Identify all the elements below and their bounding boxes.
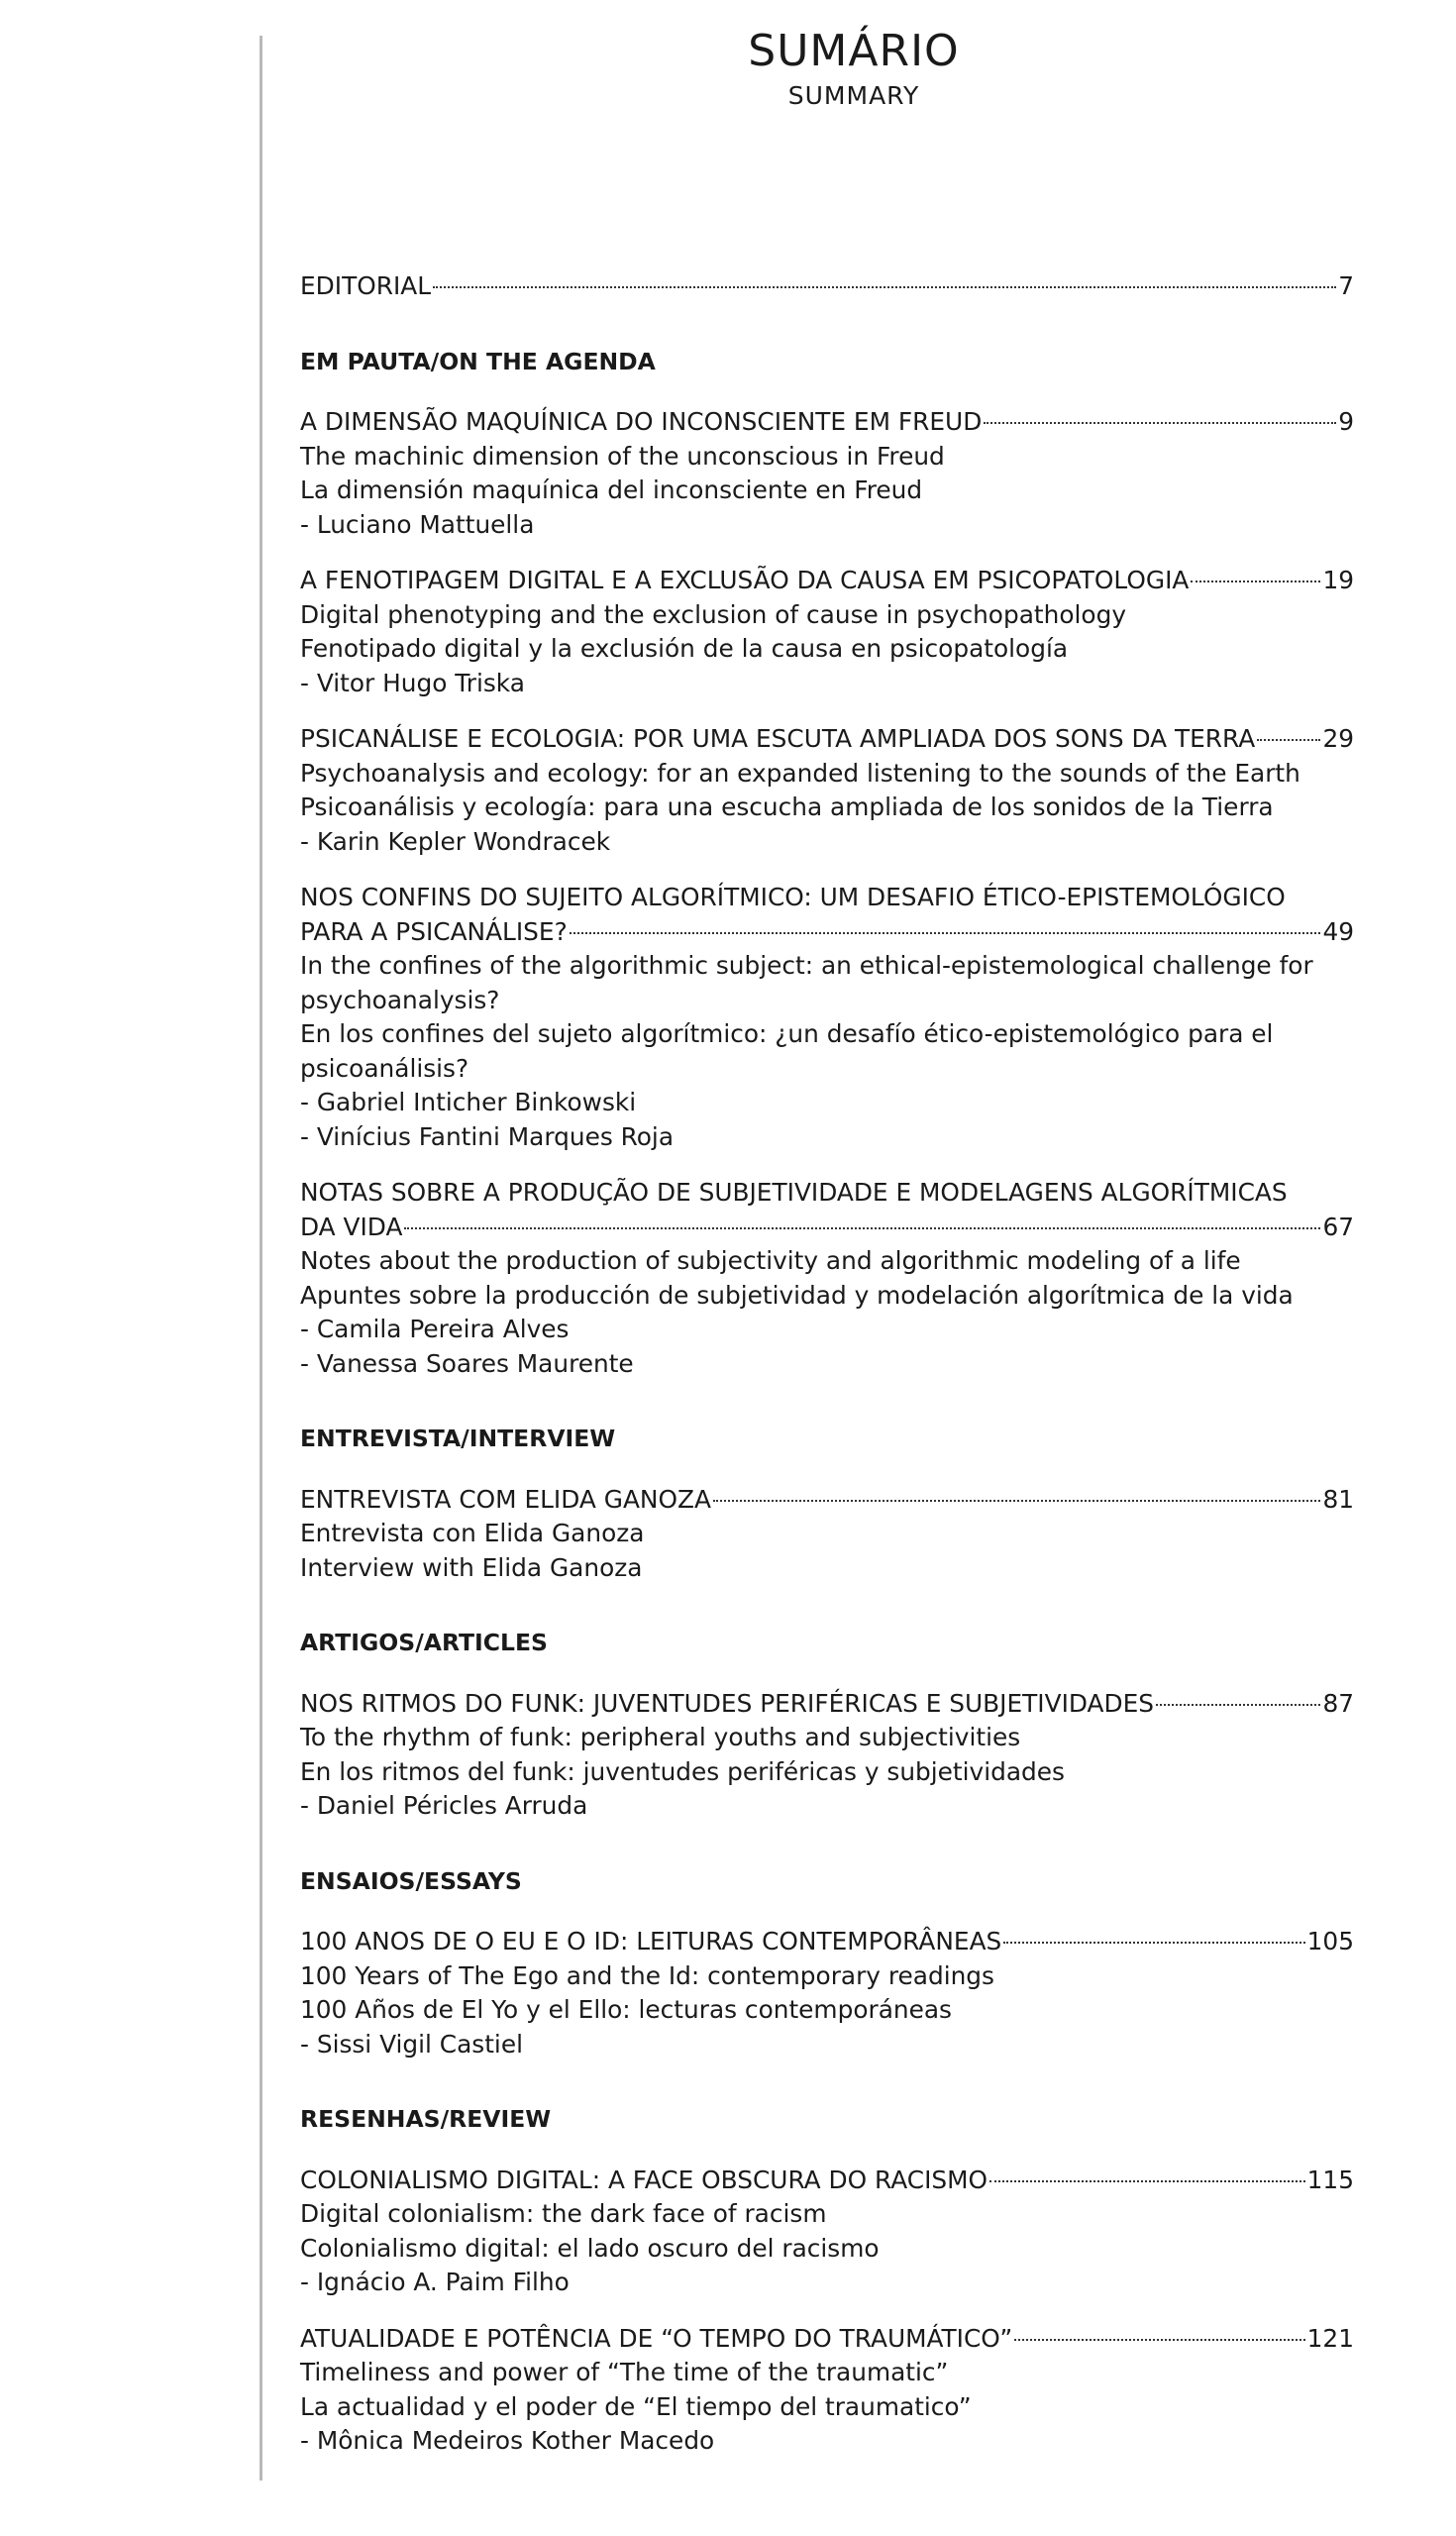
dot-leader [1156,1704,1320,1706]
entry-page: 7 [1338,271,1354,300]
entry-translation: Timeliness and power of “The time of the traumatic” [300,2358,949,2386]
entry-translation: 100 Years of The Ego and the Id: contemporary readings [300,1960,994,1990]
entry-title-line: NOTAS SOBRE A PRODUÇÃO DE SUBJETIVIDADE E MODELAGENS ALGORÍTMICAS [300,1178,1288,1207]
entry-translation: Digital phenotyping and the exclusion of cause in psychopathology [300,599,1127,629]
entry-title: ENTREVISTA COM ELIDA GANOZA [300,1484,711,1514]
entry-translation: En los ritmos del funk: juventudes periféricas y subjetividades [300,1756,1065,1786]
entry-translation: The machinic dimension of the unconscious in Freud [300,441,945,471]
section-heading: EM PAUTA/ON THE AGENDA [300,347,656,375]
dot-leader [433,286,1336,288]
entry-title-row [300,1483,1354,1518]
entry-page: 29 [1322,724,1354,753]
entry-page: 49 [1322,916,1354,946]
entry-page: 105 [1306,1927,1354,1955]
entry-translation: Entrevista con Elida Ganoza [300,1519,645,1547]
section-heading: ARTIGOS/ARTICLES [300,1629,548,1656]
entry-title: EDITORIAL [300,271,432,300]
entry-page: 19 [1322,566,1354,594]
page-title: SUMÁRIO [748,26,960,76]
page-subtitle: SUMMARY [787,81,920,110]
entry-title: 100 ANOS DE O EU E O ID: LEITURAS CONTEMPORÂNEAS [300,1927,1002,1955]
section-heading: ENSAIOS/ESSAYS [300,1866,522,1895]
entry-author: - Karin Kepler Wondracek [300,826,611,856]
dot-leader [1003,1942,1304,1944]
entry-translation: La actualidad y el poder de “El tiempo del traumatico” [300,2391,972,2421]
entry-translation: Fenotipado digital y la exclusión de la causa en psicopatología [300,634,1069,663]
entry-title-row [300,915,1354,950]
entry-title-row [300,722,1354,757]
entry-author: - Vitor Hugo Triska [300,668,525,697]
entry-title: ATUALIDADE E POTÊNCIA DE “O TEMPO DO TRAUMÁTICO” [300,2323,1013,2353]
entry-title: COLONIALISMO DIGITAL: A FACE OBSCURA DO RACISMO [300,2165,988,2194]
toc-entry[interactable] [300,2322,1354,2459]
entry-page: 67 [1322,1212,1354,1241]
entry-title-row [300,564,1354,598]
dot-leader [570,932,1321,934]
entry-translation: La dimensión maquínica del inconsciente en Freud [300,476,923,504]
section-heading: RESENHAS/REVIEW [300,2105,552,2133]
entry-title-row [300,1925,1354,1959]
toc-entry[interactable] [300,881,1354,1154]
entry-translation: Psychoanalysis and ecology: for an expanded listening to the sounds of the Earth [300,758,1300,788]
entry-translation: Digital colonialism: the dark face of racism [300,2199,827,2228]
toc-entry-editorial[interactable] [300,269,1354,304]
entry-translation: En los confines del sujeto algorítmico: ¿un desafío ético-epistemológico para el [300,1019,1274,1048]
toc-entry[interactable] [300,564,1354,700]
toc-entry[interactable] [300,2164,1354,2300]
entry-title: A DIMENSÃO MAQUÍNICA DO INCONSCIENTE EM FREUD [300,407,983,436]
entry-author: - Sissi Vigil Castiel [300,2029,523,2059]
margin-rule [260,36,262,2481]
entry-translation: Psicoanálisis y ecología: para una escucha ampliada de los sonidos de la Tierra [300,792,1274,821]
entry-title: NOS RITMOS DO FUNK: JUVENTUDES PERIFÉRICAS E SUBJETIVIDADES [300,1688,1155,1718]
entry-page: 115 [1306,2165,1354,2194]
toc-entry[interactable] [300,1176,1354,1381]
toc-entry[interactable] [300,722,1354,859]
entry-author: - Vanessa Soares Maurente [300,1348,634,1378]
entry-page: 87 [1322,1688,1354,1718]
table-of-contents [300,269,1354,2481]
toc-entry[interactable] [300,405,1354,542]
dot-leader [989,2180,1305,2182]
entry-title: DA VIDA [300,1212,403,1241]
entry-author: - Vinícius Fantini Marques Roja [300,1121,675,1151]
entry-author: - Camila Pereira Alves [300,1315,570,1343]
entry-title-row [300,2322,1354,2357]
entry-translation: psicoanálisis? [300,1053,469,1083]
entry-translation: To the rhythm of funk: peripheral youths and subjectivities [300,1723,1021,1751]
entry-author: - Luciano Mattuella [300,509,535,539]
entry-title-line: NOS CONFINS DO SUJEITO ALGORÍTMICO: UM DESAFIO ÉTICO-EPISTEMOLÓGICO [300,883,1286,911]
toc-entry[interactable] [300,1925,1354,2061]
entry-translation: Apuntes sobre la producción de subjetividad y modelación algorítmica de la vida [300,1280,1294,1310]
toc-entry[interactable] [300,1687,1354,1824]
entry-translation: In the confines of the algorithmic subject: an ethical-epistemological challenge for [300,951,1313,980]
dot-leader [1014,2339,1304,2341]
entry-title-row [300,2164,1354,2198]
entry-translation: Colonialismo digital: el lado oscuro del racismo [300,2233,880,2263]
entry-author: - Ignácio A. Paim Filho [300,2268,570,2296]
entry-author: - Mônica Medeiros Kother Macedo [300,2426,715,2455]
entry-page: 9 [1338,407,1354,436]
entry-title-row [300,1211,1354,1245]
entry-translation: Interview with Elida Ganoza [300,1552,643,1582]
section-heading: ENTREVISTA/INTERVIEW [300,1425,616,1452]
entry-title-row [300,405,1354,440]
dot-leader [713,1500,1320,1502]
entry-title: A FENOTIPAGEM DIGITAL E A EXCLUSÃO DA CAUSA EM PSICOPATOLOGIA [300,566,1190,594]
entry-title-row [300,1687,1354,1722]
entry-title: PSICANÁLISE E ECOLOGIA: POR UMA ESCUTA AMPLIADA DOS SONS DA TERRA [300,724,1256,753]
entry-author: - Gabriel Inticher Binkowski [300,1088,637,1116]
dot-leader [984,422,1336,424]
entry-page: 121 [1306,2323,1354,2353]
entry-title: PARA A PSICANÁLISE? [300,916,568,946]
dot-leader [404,1227,1320,1229]
entry-page: 81 [1322,1484,1354,1514]
dot-leader [1191,581,1320,582]
entry-translation: Notes about the production of subjectivity and algorithmic modeling of a life [300,1246,1241,1275]
entry-translation: 100 Años de El Yo y el Ello: lecturas contemporáneas [300,1995,952,2024]
toc-entry[interactable] [300,1483,1354,1586]
dot-leader [1257,739,1320,741]
entry-translation: psychoanalysis? [300,985,500,1014]
entry-author: - Daniel Péricles Arruda [300,1791,588,1820]
